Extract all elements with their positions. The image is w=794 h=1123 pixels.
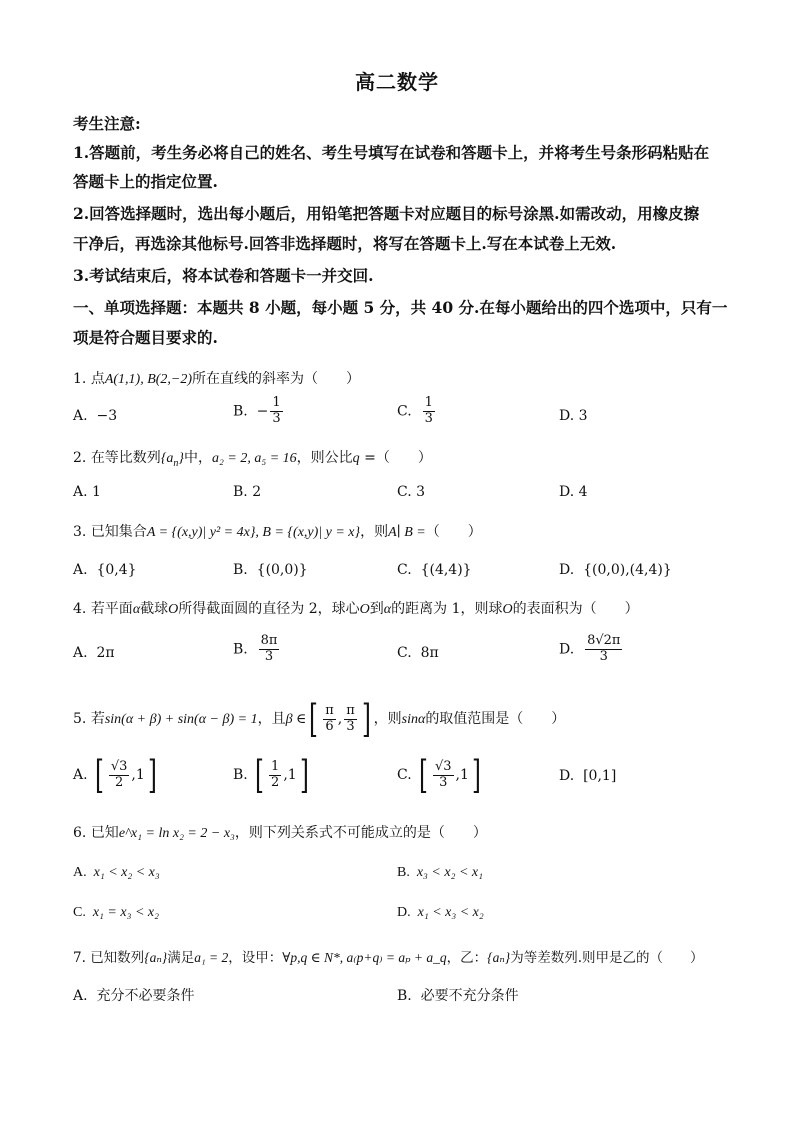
q2-option-d: D. 4 — [559, 484, 588, 500]
q5-option-a: A. [ $\frac{√3}{2}$ ,1 ] — [73, 753, 157, 797]
q4-option-a: A. 2π — [73, 645, 115, 661]
q4-option-c: C. 8π — [397, 645, 439, 661]
section1-line2: 项是符合题目要求的. — [73, 328, 218, 347]
q2-option-a: A. 1 — [73, 484, 101, 500]
notice-item2-line1: 2.回答选择题时，选出每小题后，用铅笔把答题卡对应题目的标号涂黑.如需改动，用橡皮擦 — [73, 204, 700, 223]
notice-item2-line2: 干净后，再选涂其他标号.回答非选择题时，将写在答题卡上.写在本试卷上无效. — [73, 234, 617, 253]
q7-option-b: B. 必要不充分条件 — [397, 988, 519, 1004]
q3-option-b: B. {(0,0)} — [233, 562, 308, 578]
q2-option-c: C. 3 — [397, 484, 426, 500]
q1-option-d: D. 3 — [559, 408, 588, 424]
question-4: 4. 若平面α截球O所得截面圆的直径为 2，球心O到α的距离为 1，则球O的表面积为（ ） — [73, 601, 639, 617]
q1-math: A(1,1), B(2,−2) — [104, 372, 193, 387]
section1-line1: 一、单项选择题：本题共 8 小题，每小题 5 分，共 40 分.在每小题给出的四个选项中，只有一 — [73, 298, 728, 317]
notice-item1-line2: 答题卡上的指定位置. — [73, 172, 218, 191]
question-2: 2. 在等比数列$\{a_n\}$中，a₂ = 2, a₅ = 16，则公比q =（ ） — [73, 450, 432, 469]
notice-item1-line1: 1.答题前，考生务必将自己的姓名、考生号填写在试卷和答题卡上，并将考生号条形码粘贴在 — [73, 143, 710, 162]
question-5: 5. 若sin(α + β) + sin(α − β) = 1，且β ∈ [ $\frac{\pi}{6}$ , $\frac{\pi}{3}$ ] ，则sinα的取值范围是（ ） — [73, 697, 566, 741]
q6-option-c: C. x₁ = x₃ < x₂ — [73, 905, 159, 920]
question-6: 6. 已知e^x₁ = ln x₂ = 2 − x₃，则下列关系式不可能成立的是（ ） — [73, 825, 487, 841]
q2-option-b: B. 2 — [233, 484, 262, 500]
q1-option-a: A. −3 — [73, 408, 118, 424]
q6-option-d: D. x₁ < x₃ < x₂ — [397, 905, 484, 920]
question-7: 7. 已知数列{aₙ}满足a₁ = 2，设甲：∀p,q ∈ N*, a₍p+q₎ = aₚ + a_q，乙：{aₙ}为等差数列.则甲是乙的（ ） — [73, 950, 704, 966]
q6-option-b: B. x₃ < x₂ < x₁ — [397, 865, 483, 880]
q5-option-c: C. [ $\frac{√3}{3}$ ,1 ] — [397, 753, 481, 797]
question-1: 1. 点A(1,1), B(2,−2)所在直线的斜率为（ ） — [73, 371, 361, 387]
exam-title: 高二数学 — [355, 70, 439, 94]
q3-option-c: C. {(4,4)} — [397, 562, 472, 578]
q1-option-c: C. $\frac{1}{3}$ — [397, 395, 433, 426]
q4-option-d: D. $\frac{8√2\pi}{3}$ — [559, 633, 621, 664]
q4-option-b: B. $\frac{8\pi}{3}$ — [233, 633, 278, 664]
q7-option-a: A. 充分不必要条件 — [73, 988, 195, 1004]
q1-option-b: B. − $\frac{1}{3}$ — [233, 395, 281, 426]
q3-option-a: A. {0,4} — [73, 562, 137, 578]
question-3: 3. 已知集合A = {(x,y)| y² = 4x}, B = {(x,y)| y = x}，则A∣ B =（ ） — [73, 524, 482, 540]
notice-heading: 考生注意: — [73, 114, 141, 133]
notice-item3: 3.考试结束后，将本试卷和答题卡一并交回. — [73, 266, 374, 285]
q3-option-d: D. {(0,0),(4,4)} — [559, 562, 672, 578]
q5-option-b: B. [ $\frac{1}{2}$ ,1 ] — [233, 753, 309, 797]
q6-option-a: A. x₁ < x₂ < x₃ — [73, 865, 160, 880]
q5-option-d: D. [0,1] — [559, 768, 617, 784]
